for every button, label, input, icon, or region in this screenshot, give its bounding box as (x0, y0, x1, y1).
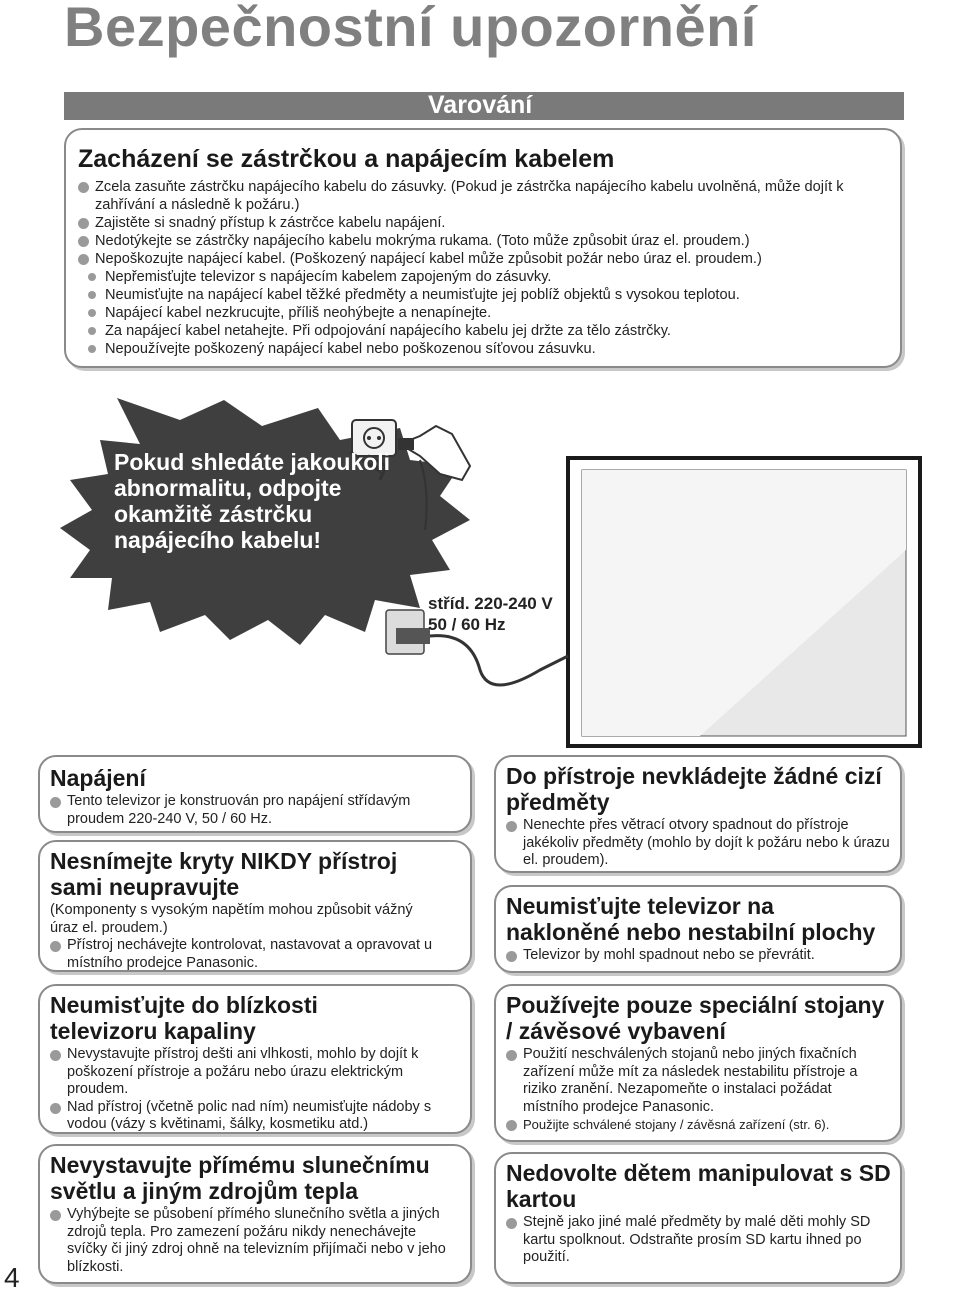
power-supply-section (38, 755, 472, 833)
liquids-section (38, 984, 472, 1134)
cable-sub-item: Napájecí kabel nezkrucujte, příliš neohýbejte a nenapínejte. (88, 304, 896, 322)
liquids-item: Nad přístroj (včetně polic nad ním) neumisťujte nádoby s vodou (vázy s květinami, šálky, kosmetiku atd.) (50, 1099, 468, 1134)
tv-icon (568, 458, 920, 746)
cable-sub-item: Neumisťujte na napájecí kabel těžké předměty a neumisťujte jej poblíž objektů s vysokou teplotou. (88, 286, 896, 304)
voltage-line-1: stříd. 220-240 V (428, 594, 553, 613)
warning-heading: Varování (428, 91, 533, 119)
burst-text: Pokud shledáte jakoukoli abnormalitu, odpojte okamžitě zástrčku napájecího kabelu! (114, 449, 391, 553)
stands-item: Použijte schválené stojany / závěsná zařízení (str. 6). (506, 1116, 886, 1134)
foreign-objects-section (494, 755, 902, 873)
cable-sub-item: Nepřemisťujte televizor s napájecím kabelem zapojeným do zásuvky. (88, 268, 896, 286)
power-supply-heading: Napájení (50, 765, 146, 791)
plug-item: Zcela zasuňte zástrčku napájecího kabelu do zásuvky. (Pokud je zástrčka napájecího kabelu uvolněná, může dojít k zahřívání a následně k požáru.) (78, 178, 896, 214)
covers-note: (Komponenty s vysokým napětím mohou způsobit vážný úraz el. proudem.) (50, 902, 413, 936)
power-supply-item: Tento televizor je konstruován pro napájení střídavým proudem 220-240 V, 50 / 60 Hz. (50, 793, 460, 828)
liquids-item: Nevystavujte přístroj dešti ani vlhkosti, mohlo by dojít k poškození přístroje a požáru nebo úrazu elektrickým proudem. (50, 1046, 468, 1099)
stands-section (494, 984, 902, 1142)
plug-item: Nepoškozujte napájecí kabel. (Poškozený napájecí kabel může způsobit požár nebo úraz el. proudem.) (78, 250, 896, 268)
voltage-line-2: 50 / 60 Hz (428, 615, 506, 634)
cable-sub-item: Nepoužívejte poškozený napájecí kabel nebo poškozenou síťovou zásuvku. (88, 340, 896, 358)
sd-card-section (494, 1152, 902, 1284)
liquids-heading: Neumisťujte do blízkosti televizoru kapaliny (50, 992, 318, 1044)
covers-section (38, 840, 472, 972)
covers-heading: Nesnímejte kryty NIKDY přístroj sami neupravujte (50, 848, 398, 900)
stands-heading: Používejte pouze speciální stojany / závěsové vybavení (506, 992, 885, 1044)
foreign-objects-item: Nenechte přes větrací otvory spadnout do přístroje jakékoliv předměty (mohlo by dojít k požáru nebo k úrazu el. proudem). (506, 817, 905, 870)
sunlight-section (38, 1144, 472, 1284)
sunlight-item: Vyhýbejte se působení přímého slunečního světla a jiných zdrojů tepla. Pro zamezení požáru nikdy nenechávejte svíčky či jiný zdroj ohně na televizním přijímači nebo v jeho blízkosti. (50, 1206, 457, 1276)
unstable-surface-item: Televizor by mohl spadnout nebo se převrátit. (506, 947, 890, 965)
plug-item: Nedotýkejte se zástrčky napájecího kabelu mokrýma rukama. (Toto může způsobit úraz el. proudem.) (78, 232, 896, 250)
sunlight-heading: Nevystavujte přímému slunečnímu světlu a jiným zdrojům tepla (50, 1152, 430, 1204)
unstable-surface-heading: Neumisťujte televizor na nakloněné nebo nestabilní plochy (506, 893, 876, 945)
unstable-surface-section (494, 885, 902, 973)
warning-bar (64, 92, 904, 120)
foreign-objects-heading: Do přístroje nevkládejte žádné cizí předměty (506, 763, 882, 815)
voltage-label (428, 593, 553, 635)
plug-cable-heading: Zacházení se zástrčkou a napájecím kabelem (78, 145, 615, 173)
sd-card-heading: Nedovolte dětem manipulovat s SD kartou (506, 1160, 891, 1212)
page-title: Bezpečnostní upozornění (64, 0, 757, 58)
stands-item: Použití neschválených stojanů nebo jiných fixačních zařízení může mít za následek nestabilitu přístroje a riziko zranění. Nezapomeňte o instalaci požádat místního prodejce Panasonic. (506, 1046, 886, 1116)
unplug-illustration (0, 370, 960, 750)
cable-sub-item: Za napájecí kabel netahejte. Při odpojování napájecího kabelu jej držte za tělo zástrčky. (88, 322, 896, 340)
covers-item: Přístroj nechávejte kontrolovat, nastavovat a opravovat u místního prodejce Panasonic. (50, 937, 437, 972)
sd-card-item: Stejně jako jiné malé předměty by malé děti mohly SD kartu spolknout. Odstraňte prosím SD kartu ihned po použití. (506, 1214, 898, 1267)
plug-cable-section (64, 128, 902, 368)
page-number: 4 (4, 1262, 20, 1293)
plug-item: Zajistěte si snadný přístup k zástrčce kabelu napájení. (78, 214, 896, 232)
